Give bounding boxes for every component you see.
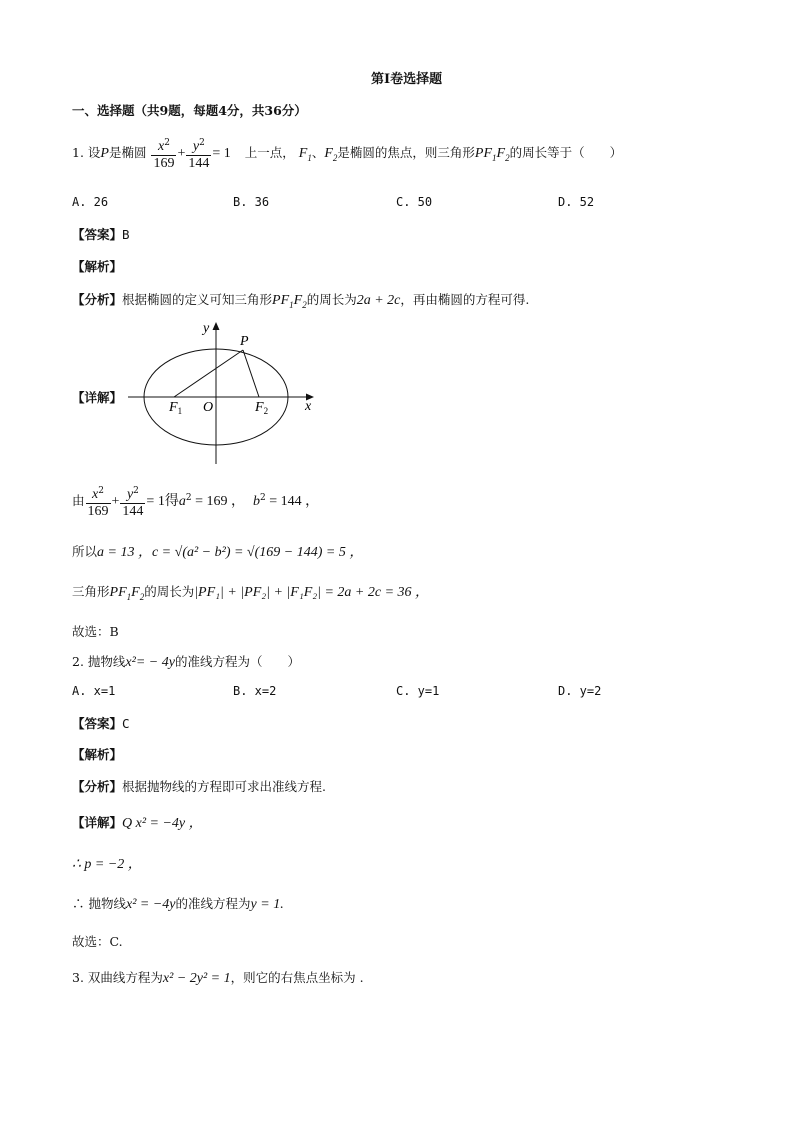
q1-on-point: 上一点，: [244, 145, 295, 160]
y-axis-label: y: [203, 321, 210, 336]
q1-point-p: P: [100, 146, 109, 161]
focus-1-label: $F_1$: [169, 400, 183, 416]
question-2-stem: 2. 抛物线x²= − 4y的准线方程为（ ）: [72, 654, 300, 670]
page-title: 第Ⅰ卷选择题: [371, 72, 443, 87]
q1-conclusion: 故选：B: [72, 624, 119, 639]
q2-option-b[interactable]: B. x=2: [233, 684, 277, 698]
q1-triangle: $PF_1F_2$: [474, 146, 510, 163]
q1-ellipse-text: 是椭圆: [108, 145, 147, 160]
q2-therefore-1: ∴ p = −2 ，: [72, 857, 142, 872]
q1-number: 1. 设: [72, 145, 101, 160]
q1-option-d[interactable]: D. 52: [558, 195, 595, 209]
q1-derivation-3: 三角形$PF_1F_2$的周长为|PF₁| + |PF₂| + |F₁F₂| = 2a + 2c = 36 ，: [72, 584, 430, 602]
q1-tail: 的周长等于（ ）: [509, 145, 623, 160]
q1-fraction-y: $\frac{y^2}{144}$: [186, 135, 211, 172]
q1-xiangjie-heading: 【详解】: [72, 390, 123, 405]
q1-fenxi: 【分析】根据椭圆的定义可知三角形$PF_1F_2$的周长为2a + 2c，再由椭圆的方程可得.: [72, 292, 530, 310]
q2-therefore-2: ∴ 抛物线x² = −4y的准线方程为y = 1.: [72, 896, 284, 912]
q1-analysis-heading: 【解析】: [72, 259, 123, 274]
q1-focus-text: 是椭圆的焦点，则三角形: [337, 145, 475, 160]
q1-derivation-2: 所以a = 13 ，c = √(a² − b²) = √(169 − 144) = 5 ，: [72, 544, 364, 560]
segment-f1-p: [174, 350, 243, 397]
q2-fenxi: 【分析】根据抛物线的方程即可求出准线方程.: [72, 779, 326, 794]
q1-focus-2: $F_2$: [324, 146, 338, 163]
q1-equals: = 1: [212, 146, 231, 161]
q1-option-a[interactable]: A. 26: [72, 195, 109, 209]
q1-focus-1: $F_1$: [298, 146, 312, 163]
focus-2-label: $F_2$: [255, 400, 269, 416]
q2-option-a[interactable]: A. x=1: [72, 684, 116, 698]
q2-conclusion: 故选：C.: [72, 934, 123, 949]
origin-label: O: [203, 400, 214, 415]
q2-option-c[interactable]: C. y=1: [396, 684, 440, 698]
question-3-stem: 3. 双曲线方程为x² − 2y² = 1，则它的右焦点坐标为 .: [72, 970, 364, 986]
q1-fraction-x: $\frac{x^2}{169}$: [151, 135, 176, 172]
q2-xiangjie: 【详解】Q x² = −4y ，: [72, 815, 203, 831]
x-axis-label: x: [305, 399, 312, 414]
point-p-label: P: [240, 334, 249, 349]
q1-derivation-1: 由 $\frac{x^2}{169}$ + $\frac{y^2}{144}$ = 1得$a^2 = 169$ ， $b^2 = 144$ ，: [72, 478, 319, 522]
question-1-stem: 1. 设P是椭圆 $\frac{x^2}{169}$ + $\frac{y^2}{144}$ = 1 上一点， $F_1$、$F_2$是椭圆的焦点，则三角形$PF_1F_2$的周长等于（ ）: [72, 134, 622, 177]
ellipse-figure: [128, 318, 328, 470]
section-heading: 一、选择题（共9题，每题4分，共36分）: [72, 103, 307, 118]
q2-answer: 【答案】C: [72, 716, 130, 731]
q2-option-d[interactable]: D. y=2: [558, 684, 602, 698]
q1-answer: 【答案】B: [72, 227, 130, 242]
q2-analysis-heading: 【解析】: [72, 747, 123, 762]
q1-option-c[interactable]: C. 50: [396, 195, 433, 209]
q1-option-b[interactable]: B. 36: [233, 195, 270, 209]
y-axis-arrow-icon: [213, 322, 220, 330]
